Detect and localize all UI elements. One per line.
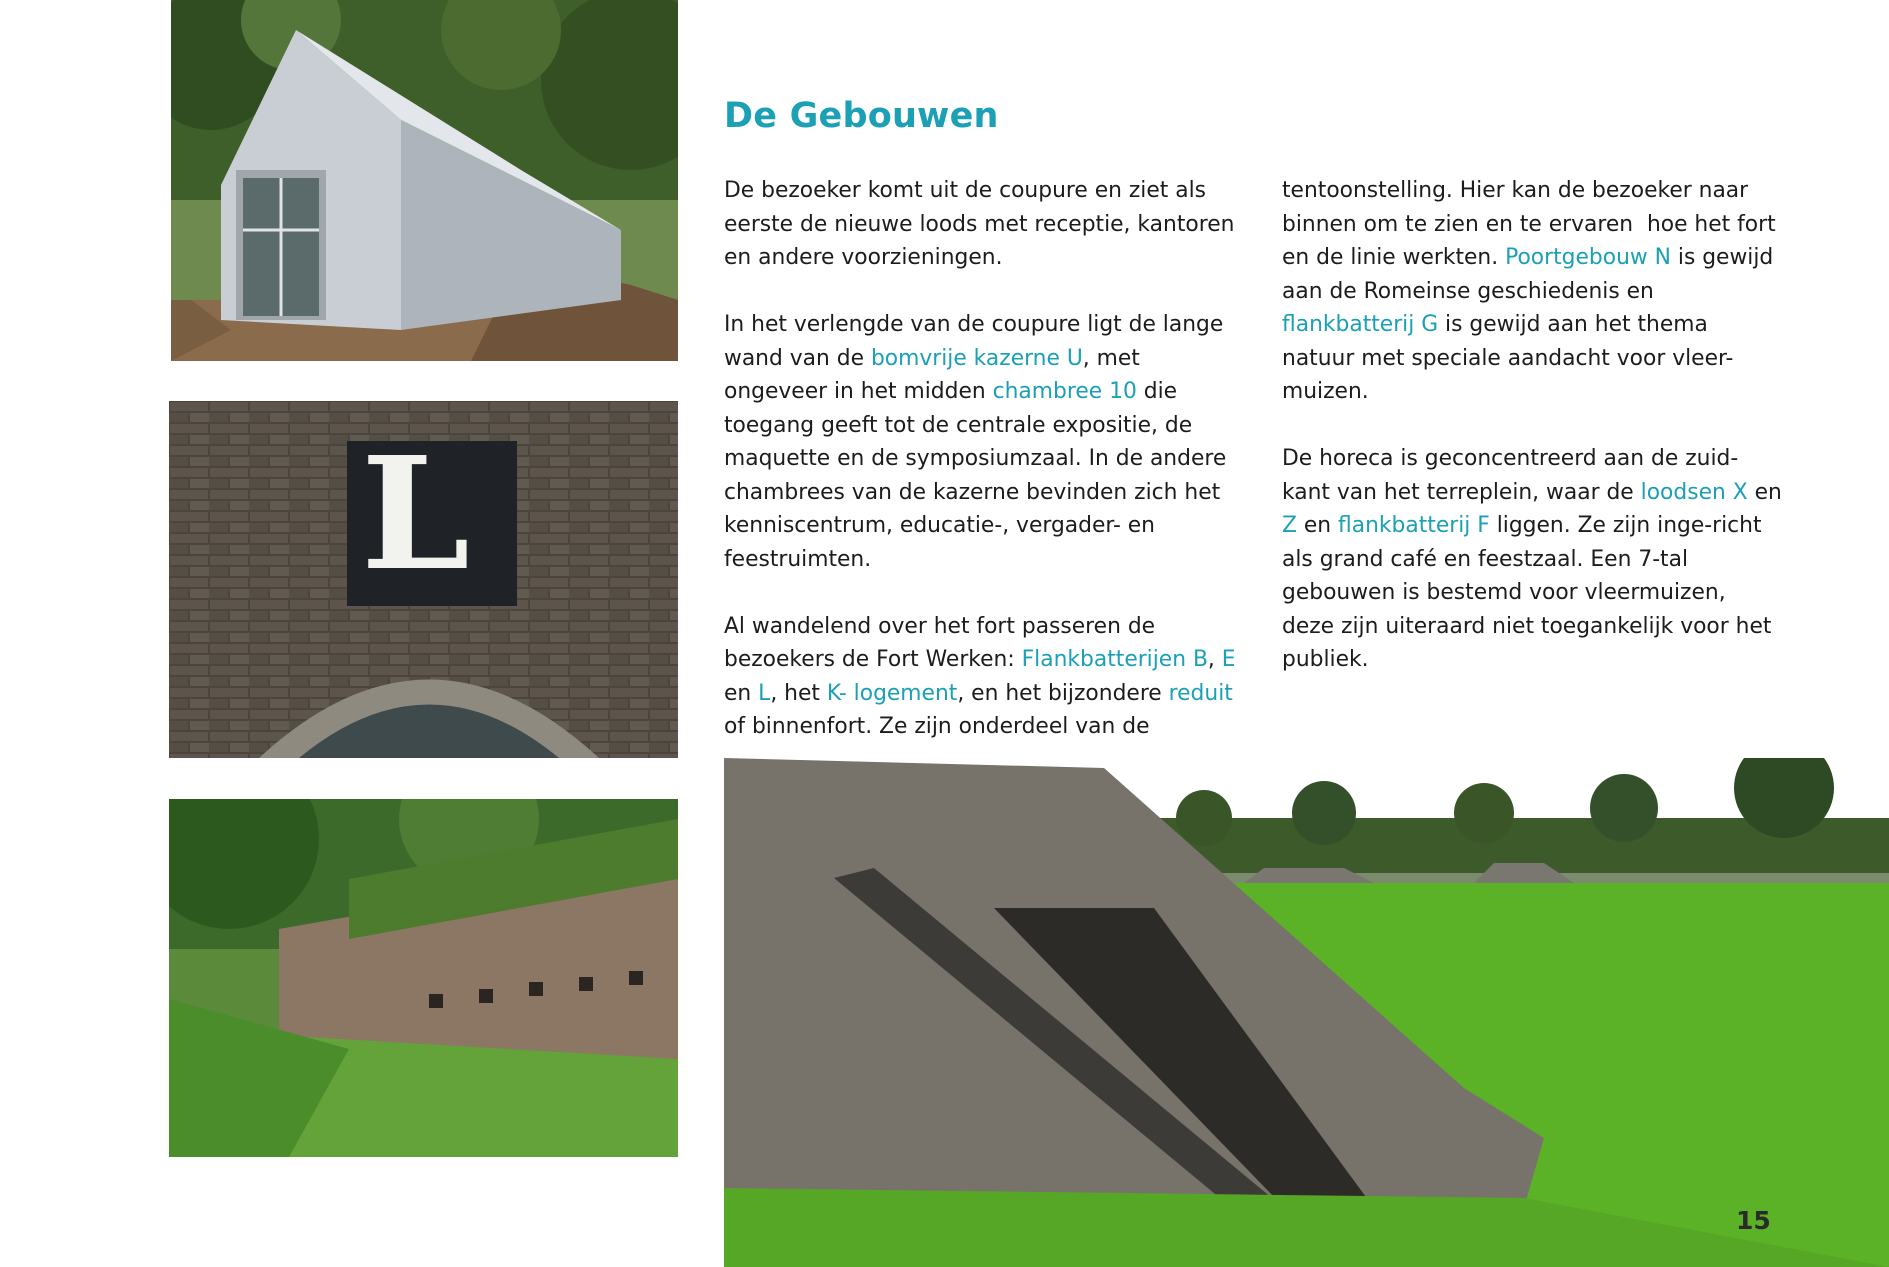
- text-run: tentoonstelling. Hier kan de bezoeker naar binnen om te zien en te ervaren hoe het fort en de linie werkten.: [1282, 178, 1783, 270]
- link-chambree-10[interactable]: chambree 10: [992, 379, 1137, 404]
- link-bomvrije-kazerne-u[interactable]: bomvrije kazerne U: [870, 345, 1083, 371]
- photo-new-shed: [171, 0, 678, 361]
- link-e[interactable]: E: [1221, 647, 1236, 672]
- text-run: en: [1296, 513, 1339, 538]
- text-run: Al wandelend over het fort passeren de bezoekers de Fort Werken:: [724, 613, 1163, 672]
- text-run: die toegang geeft tot de centrale expositie, de maquette en de symposiumzaal. In de andere chambrees van de kazerne bevinden zich het kenniscentrum, educatie-, vergader- en feestruimten.: [724, 379, 1234, 572]
- photo-brick-wall-letter: [169, 401, 678, 758]
- text-run: In het verlengde van de coupure ligt de lange wand van de: [724, 312, 1231, 371]
- photo-bunker-field: [724, 758, 1889, 1267]
- text-run: , het: [770, 680, 827, 706]
- text-run: De horeca is geconcentreerd aan de zuid-kant van het terreplein, waar de: [1282, 446, 1739, 505]
- link-reduit[interactable]: reduit: [1168, 680, 1233, 706]
- link-loodsen-x[interactable]: loodsen X: [1640, 479, 1748, 505]
- text-column-right: [1282, 174, 1789, 710]
- text-run: en: [1747, 479, 1789, 505]
- link-z[interactable]: Z: [1282, 513, 1297, 538]
- letter-L: L: [361, 422, 470, 605]
- text-run: , met ongeveer in het midden: [724, 345, 1147, 404]
- paragraph: [724, 308, 1244, 576]
- paragraph: [724, 610, 1244, 744]
- paragraph: [1282, 174, 1782, 409]
- text-run: of binnenfort. Ze zijn onderdeel van de: [724, 680, 1240, 739]
- text-run: en: [724, 647, 1243, 706]
- text-run: is gewijd aan de Romeinse geschiedenis en: [1282, 245, 1781, 304]
- page-number: 15: [1736, 1206, 1771, 1235]
- text-run: De bezoeker komt uit de coupure en ziet als eerste de nieuwe loods met receptie, kantoren en andere voorzieningen.: [724, 178, 1242, 270]
- paragraph: [724, 174, 1244, 275]
- text-run: is gewijd aan het thema natuur met speciale aandacht voor vleer-muizen.: [1282, 312, 1734, 404]
- link-flankbatterijen-b[interactable]: Flankbatterijen B: [1021, 647, 1208, 672]
- text-run: liggen. Ze zijn inge-richt als grand café en feestzaal. Een 7-tal gebouwen is bestemd voor vleermuizen, deze zijn uiteraard niet toegankelijk voor het publiek.: [1282, 513, 1779, 672]
- page-title: De Gebouwen: [724, 96, 999, 136]
- photo-fort-wall: [169, 799, 678, 1157]
- link-poortgebouw-n[interactable]: Poortgebouw N: [1505, 245, 1671, 270]
- paragraph: [1282, 442, 1789, 677]
- text-run: , en het bijzondere: [957, 680, 1169, 706]
- text-column-left: [724, 174, 1244, 777]
- link-k-logement[interactable]: K- logement: [826, 680, 958, 706]
- link-l[interactable]: L: [758, 680, 771, 706]
- link-flankbatterij-g[interactable]: flankbatterij G: [1282, 312, 1439, 337]
- text-run: ,: [1207, 647, 1222, 672]
- link-flankbatterij-f[interactable]: flankbatterij F: [1338, 513, 1490, 538]
